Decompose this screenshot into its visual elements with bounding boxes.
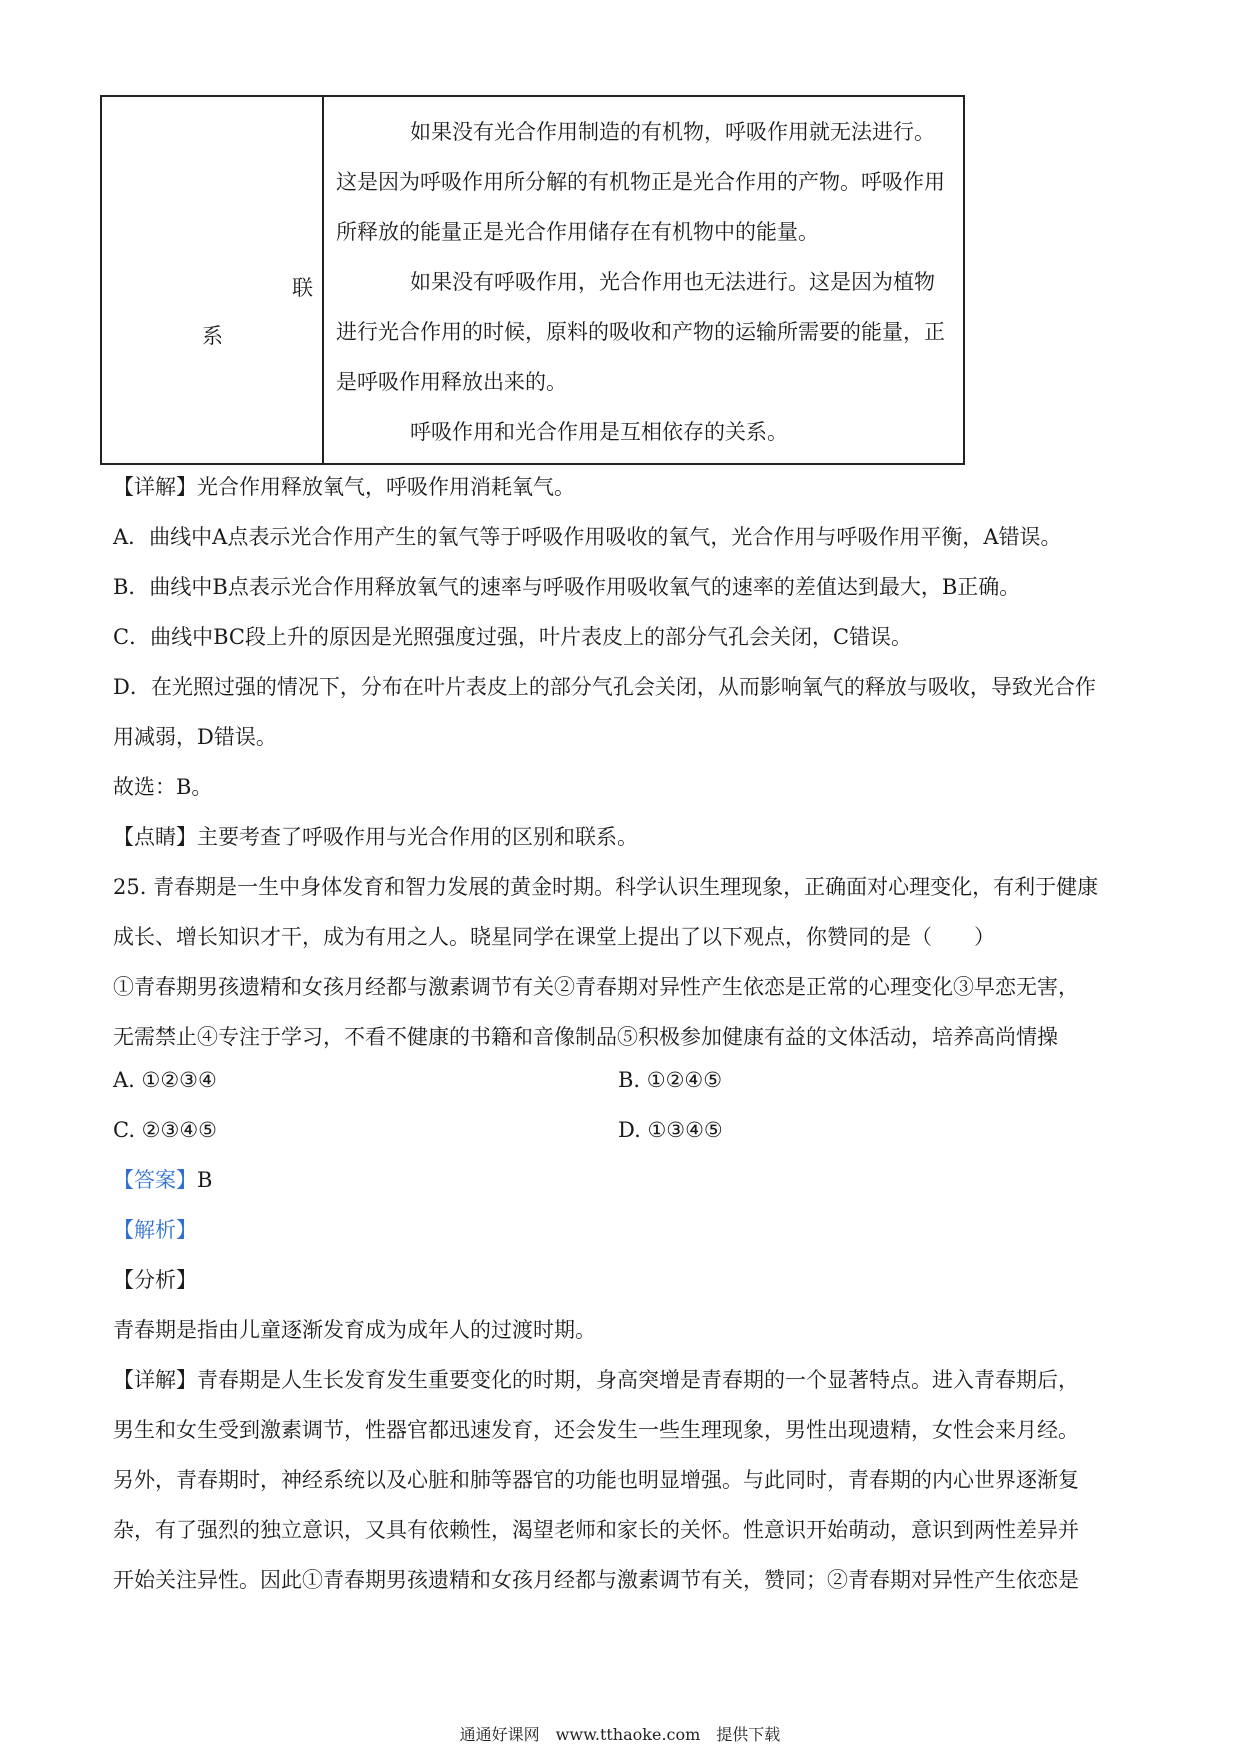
table-row-label-char2: 系: [202, 324, 223, 348]
text-line: 男生和女生受到激素调节，性器官都迅速发育，还会发生一些生理现象，男性出现遗精，女性会来月经。: [113, 1418, 1079, 1442]
question-statement-line: ①青春期男孩遗精和女孩月经都与激素调节有关②青春期对异性产生依恋是正常的心理变化③早恋无害，: [113, 975, 1079, 999]
table-paragraph-1: 如果没有光合作用制造的有机物，呼吸作用就无法进行。这是因为呼吸作用所分解的有机物正是光合作用的产物。呼吸作用所释放的能量正是光合作用储存在有机物中的能量。: [336, 120, 945, 244]
text-line: B．曲线中B点表示光合作用释放氧气的速率与呼吸作用吸收氧气的速率的差值达到最大，B正确。: [113, 575, 1021, 599]
answer-label: 【答案】: [113, 1168, 197, 1192]
text-line: 【详解】青春期是人生长发育发生重要变化的时期，身高突增是青春期的一个显著特点。进入青春期后，: [113, 1368, 1079, 1392]
analysis-label: 【解析】: [113, 1218, 197, 1242]
explanation-block: [113, 462, 1133, 1062]
question-statement-line: 无需禁止④专注于学习，不看不健康的书籍和音像制品⑤积极参加健康有益的文体活动，培养高尚情操: [113, 1025, 1058, 1049]
text-line: C．曲线中BC段上升的原因是光照强度过强，叶片表皮上的部分气孔会关闭，C错误。: [113, 625, 913, 649]
question-text-line: 成长、增长知识才干，成为有用之人。晓星同学在课堂上提出了以下观点，你赞同的是（ ）: [113, 925, 995, 949]
option-a: A. ①②③④: [113, 1068, 217, 1092]
text-line: 用减弱，D错误。: [113, 725, 277, 749]
table-paragraph-2: 如果没有呼吸作用，光合作用也无法进行。这是因为植物进行光合作用的时候，原料的吸收和产物的运输所需要的能量，正是呼吸作用释放出来的。: [336, 270, 945, 394]
text-line: 【点睛】主要考查了呼吸作用与光合作用的区别和联系。: [113, 825, 638, 849]
comparison-table: [100, 95, 965, 465]
text-line: 另外，青春期时，神经系统以及心脏和肺等器官的功能也明显增强。与此同时，青春期的内心世界逐渐复: [113, 1468, 1079, 1492]
option-b: B. ①②④⑤: [618, 1068, 723, 1092]
text-line: 开始关注异性。因此①青春期男孩遗精和女孩月经都与激素调节有关，赞同；②青春期对异性产生依恋是: [113, 1568, 1079, 1592]
text-line: D．在光照过强的情况下，分布在叶片表皮上的部分气孔会关闭，从而影响氧气的释放与吸收，导致光合作: [113, 675, 1096, 699]
text-line: 故选：B。: [113, 775, 213, 799]
option-d: D. ①③④⑤: [618, 1118, 723, 1142]
text-line: A．曲线中A点表示光合作用产生的氧气等于呼吸作用吸收的氧气，光合作用与呼吸作用平衡，A错误。: [113, 525, 1062, 549]
answer-block: [113, 1155, 1133, 1605]
text-line: 杂，有了强烈的独立意识，又具有依赖性，渴望老师和家长的关怀。性意识开始萌动，意识到两性差异并: [113, 1518, 1079, 1542]
table-row-label-char1: 联: [292, 276, 313, 300]
table-right-cell: [324, 97, 963, 463]
answer-value: B: [197, 1168, 213, 1192]
text-line: 青春期是指由儿童逐渐发育成为成年人的过渡时期。: [113, 1318, 596, 1342]
option-c: C. ②③④⑤: [113, 1118, 217, 1142]
table-left-cell: [102, 97, 324, 463]
page-footer: 通通好课网 www.tthaoke.com 提供下载: [459, 1725, 781, 1744]
question-text-line: 25. 青春期是一生中身体发育和智力发展的黄金时期。科学认识生理现象，正确面对心理变化，有利于健康: [113, 875, 1099, 899]
text-line: 【分析】: [113, 1268, 197, 1292]
text-line: 【详解】光合作用释放氧气，呼吸作用消耗氧气。: [113, 475, 575, 499]
table-paragraph-3: 呼吸作用和光合作用是互相依存的关系。: [410, 420, 788, 444]
answer-line: [113, 1155, 1133, 1205]
